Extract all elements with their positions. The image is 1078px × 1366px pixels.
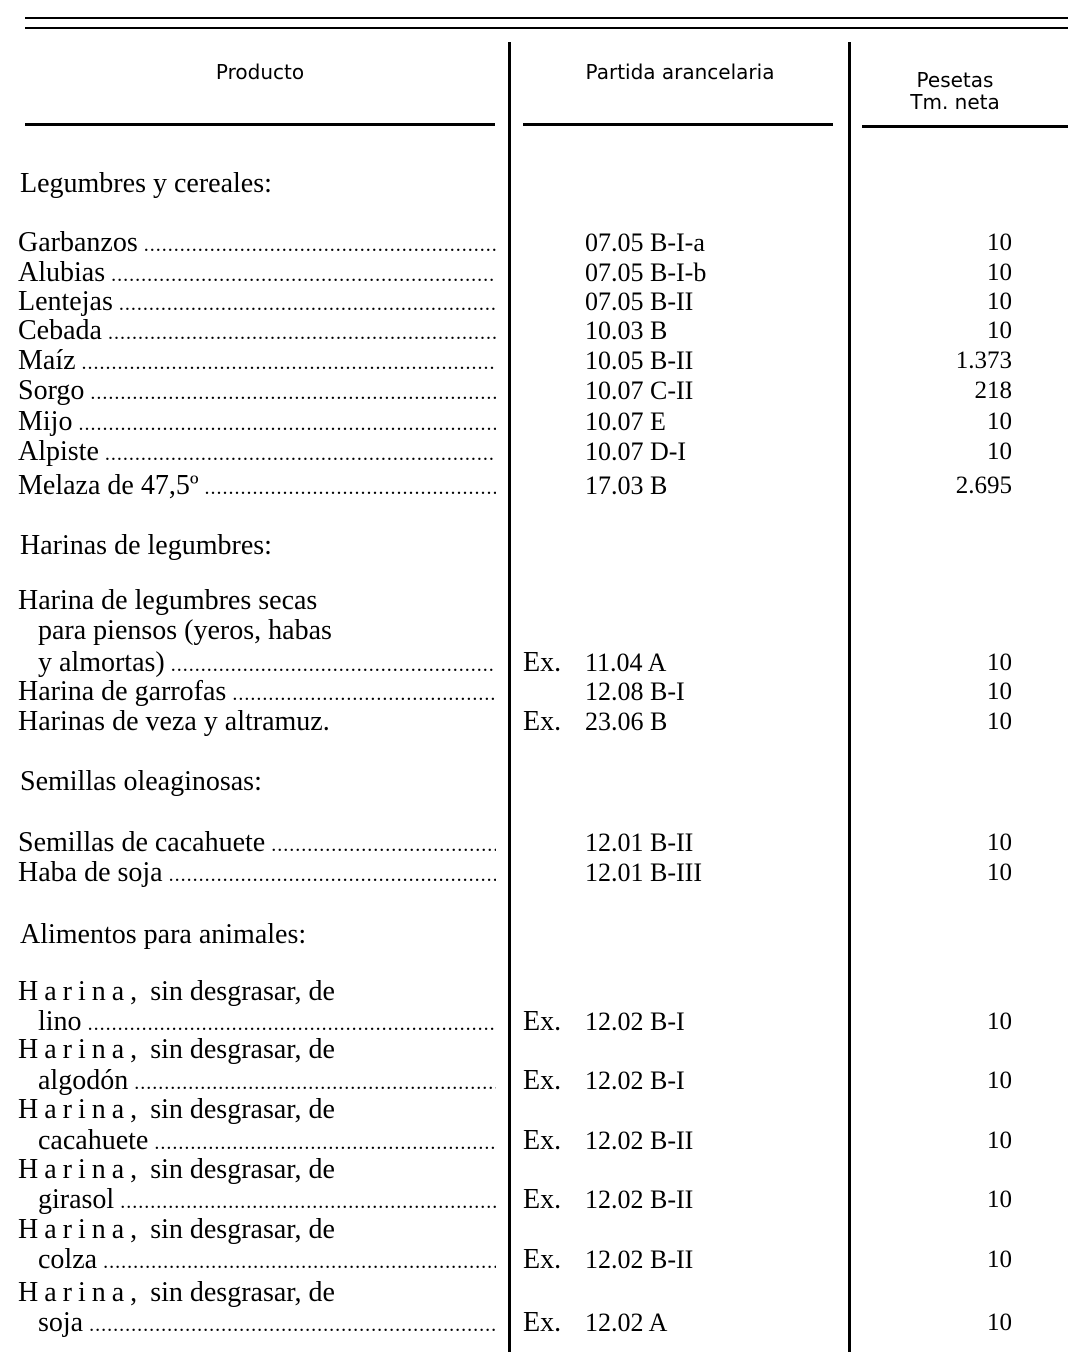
product-label: Garbanzos xyxy=(18,228,138,258)
tariff-code: 07.05 B-I-a xyxy=(585,228,705,257)
table-row xyxy=(0,858,1078,888)
pesetas-value: 10 xyxy=(987,259,1012,286)
tariff-code: 12.02 B-I xyxy=(585,1066,685,1095)
dot-leader xyxy=(144,228,496,260)
product-name xyxy=(18,316,496,348)
dot-leader xyxy=(82,346,496,378)
product-label: soja xyxy=(38,1308,84,1338)
product-label: lino xyxy=(38,1007,82,1037)
product-name xyxy=(18,1215,496,1245)
product-label: Harina de legumbres secas xyxy=(18,586,318,616)
table-row xyxy=(0,346,1078,376)
product-name xyxy=(18,1095,496,1125)
product-name xyxy=(38,1066,496,1098)
tariff-code: 12.02 B-II xyxy=(585,1126,694,1155)
pesetas-value: 10 xyxy=(987,1067,1012,1094)
pesetas-value: 10 xyxy=(987,1008,1012,1035)
table-row xyxy=(0,1095,1078,1125)
product-label: y almortas) xyxy=(38,648,165,678)
dot-leader xyxy=(105,437,496,469)
table-row xyxy=(0,586,1078,616)
product-label: Mijo xyxy=(18,407,73,437)
ex-prefix: Ex. xyxy=(523,1184,562,1215)
table-row xyxy=(0,1035,1078,1065)
table-row xyxy=(0,828,1078,858)
product-label: Harinas de veza y altramuz. xyxy=(18,707,330,737)
product-name xyxy=(18,376,496,408)
table-row xyxy=(0,1007,1078,1037)
header-product: Producto xyxy=(215,60,305,84)
pesetas-value: 10 xyxy=(987,1186,1012,1213)
pesetas-value: 10 xyxy=(987,708,1012,735)
ex-prefix: Ex. xyxy=(523,1307,562,1338)
product-name xyxy=(18,977,496,1007)
product-name xyxy=(38,1245,496,1277)
product-label: Cebada xyxy=(18,316,102,346)
top-rule xyxy=(25,17,1068,19)
product-name xyxy=(18,586,496,616)
product-name xyxy=(18,346,496,378)
pesetas-value: 10 xyxy=(987,317,1012,344)
tariff-code: 12.08 B-I xyxy=(585,677,685,706)
product-name xyxy=(38,1185,496,1217)
ex-prefix: Ex. xyxy=(523,1125,562,1156)
product-label: cacahuete xyxy=(38,1126,149,1156)
product-label: Harina, sin desgrasar, de xyxy=(18,977,335,1007)
table-row xyxy=(0,258,1078,288)
pesetas-value: 10 xyxy=(987,1309,1012,1336)
table-row xyxy=(0,707,1078,737)
dot-leader xyxy=(120,1185,496,1217)
tariff-code: 10.07 D-I xyxy=(585,437,687,466)
pesetas-value: 10 xyxy=(987,438,1012,465)
tariff-code: 11.04 A xyxy=(585,648,667,677)
product-name xyxy=(18,407,496,439)
pesetas-value: 10 xyxy=(987,829,1012,856)
table-row xyxy=(0,1215,1078,1245)
tariff-code: 07.05 B-I-b xyxy=(585,258,707,287)
product-label: Semillas de cacahuete xyxy=(18,828,266,858)
product-name xyxy=(18,1278,496,1308)
dot-leader xyxy=(271,828,496,860)
product-name xyxy=(18,707,496,737)
tariff-code: 12.02 B-II xyxy=(585,1185,694,1214)
tariff-code: 12.01 B-II xyxy=(585,828,694,857)
tariff-code: 12.02 B-I xyxy=(585,1007,685,1036)
product-name xyxy=(18,828,496,860)
product-name xyxy=(18,1155,496,1185)
dot-leader xyxy=(232,677,496,709)
product-name xyxy=(18,1035,496,1065)
table-row xyxy=(0,1278,1078,1308)
product-name xyxy=(38,616,496,646)
product-name xyxy=(38,1126,496,1158)
product-label: Harina de garrofas xyxy=(18,677,227,707)
table-row xyxy=(0,1185,1078,1215)
ex-prefix: Ex. xyxy=(523,706,562,737)
product-label: algodón xyxy=(38,1066,129,1096)
product-name xyxy=(38,648,496,680)
section-title: Legumbres y cereales: xyxy=(20,168,272,199)
product-name xyxy=(18,858,496,890)
product-label: colza xyxy=(38,1245,98,1275)
pesetas-value: 10 xyxy=(987,1127,1012,1154)
product-label: Haba de soja xyxy=(18,858,163,888)
pesetas-value: 10 xyxy=(987,859,1012,886)
tariff-code: 10.07 C-II xyxy=(585,376,694,405)
product-name xyxy=(18,437,496,469)
tariff-code: 12.02 A xyxy=(585,1308,668,1337)
table-row xyxy=(0,437,1078,467)
tariff-code: 10.07 E xyxy=(585,407,666,436)
table-row xyxy=(0,316,1078,346)
pesetas-value: 218 xyxy=(974,377,1012,404)
table-row xyxy=(0,1245,1078,1275)
tariff-code: 10.05 B-II xyxy=(585,346,694,375)
product-label: Harina, sin desgrasar, de xyxy=(18,1215,335,1245)
pesetas-value: 10 xyxy=(987,229,1012,256)
tariff-code: 07.05 B-II xyxy=(585,287,694,316)
tariff-code: 17.03 B xyxy=(585,471,668,500)
dot-leader xyxy=(154,1126,496,1158)
section-title: Harinas de legumbres: xyxy=(20,530,272,561)
ex-prefix: Ex. xyxy=(523,1006,562,1037)
dot-leader xyxy=(89,1308,496,1340)
table-row xyxy=(0,977,1078,1007)
dot-leader xyxy=(169,858,496,890)
tariff-code: 23.06 B xyxy=(585,707,668,736)
product-name xyxy=(18,287,496,319)
section-title: Semillas oleaginosas: xyxy=(20,766,262,797)
tariff-code: 10.03 B xyxy=(585,316,668,345)
header-pesetas: Pesetas xyxy=(916,68,994,92)
table-row xyxy=(0,471,1078,501)
pesetas-value: 2.695 xyxy=(955,472,1012,499)
table-row xyxy=(0,407,1078,437)
header-underline xyxy=(862,125,1068,128)
product-label: Alpiste xyxy=(18,437,99,467)
section-title: Alimentos para animales: xyxy=(20,919,307,950)
dot-leader xyxy=(108,316,496,348)
dot-leader xyxy=(134,1066,496,1098)
product-label: Sorgo xyxy=(18,376,85,406)
pesetas-value: 10 xyxy=(987,649,1012,676)
pesetas-value: 10 xyxy=(987,1246,1012,1273)
header-underline xyxy=(25,123,495,126)
pesetas-value: 10 xyxy=(987,288,1012,315)
ex-prefix: Ex. xyxy=(523,647,562,678)
ex-prefix: Ex. xyxy=(523,1065,562,1096)
table-row xyxy=(0,1308,1078,1338)
product-name xyxy=(18,677,496,709)
dot-leader xyxy=(111,258,496,290)
dot-leader xyxy=(205,471,497,503)
dot-leader xyxy=(90,376,496,408)
product-label: Harina, sin desgrasar, de xyxy=(18,1035,335,1065)
dot-leader xyxy=(119,287,496,319)
product-label: Harina, sin desgrasar, de xyxy=(18,1155,335,1185)
product-name xyxy=(18,258,496,290)
product-label: Alubias xyxy=(18,258,106,288)
product-name xyxy=(38,1308,496,1340)
header-partida: Partida arancelaria xyxy=(585,60,775,84)
product-label: para piensos (yeros, habas xyxy=(38,616,332,646)
product-label: girasol xyxy=(38,1185,115,1215)
pesetas-value: 10 xyxy=(987,678,1012,705)
table-row xyxy=(0,677,1078,707)
product-label: Maíz xyxy=(18,346,76,376)
table-row xyxy=(0,1126,1078,1156)
table-row xyxy=(0,287,1078,317)
product-label: Melaza de 47,5º xyxy=(18,471,199,501)
table-row xyxy=(0,376,1078,406)
product-label: Harina, sin desgrasar, de xyxy=(18,1095,335,1125)
ex-prefix: Ex. xyxy=(523,1244,562,1275)
header-underline xyxy=(523,123,833,126)
product-name xyxy=(18,471,496,503)
header-tm-neta: Tm. neta xyxy=(910,90,1000,114)
top-rule xyxy=(25,27,1068,29)
tariff-code: 12.02 B-II xyxy=(585,1245,694,1274)
dot-leader xyxy=(103,1245,496,1277)
table-row xyxy=(0,1066,1078,1096)
table-row xyxy=(0,616,1078,646)
table-row xyxy=(0,1155,1078,1185)
dot-leader xyxy=(78,407,496,439)
product-name xyxy=(18,228,496,260)
pesetas-value: 10 xyxy=(987,408,1012,435)
pesetas-value: 1.373 xyxy=(955,347,1012,374)
tariff-code: 12.01 B-III xyxy=(585,858,702,887)
product-label: Harina, sin desgrasar, de xyxy=(18,1278,335,1308)
table-row xyxy=(0,648,1078,678)
table-row xyxy=(0,228,1078,258)
dot-leader xyxy=(171,648,496,680)
product-label: Lentejas xyxy=(18,287,113,317)
